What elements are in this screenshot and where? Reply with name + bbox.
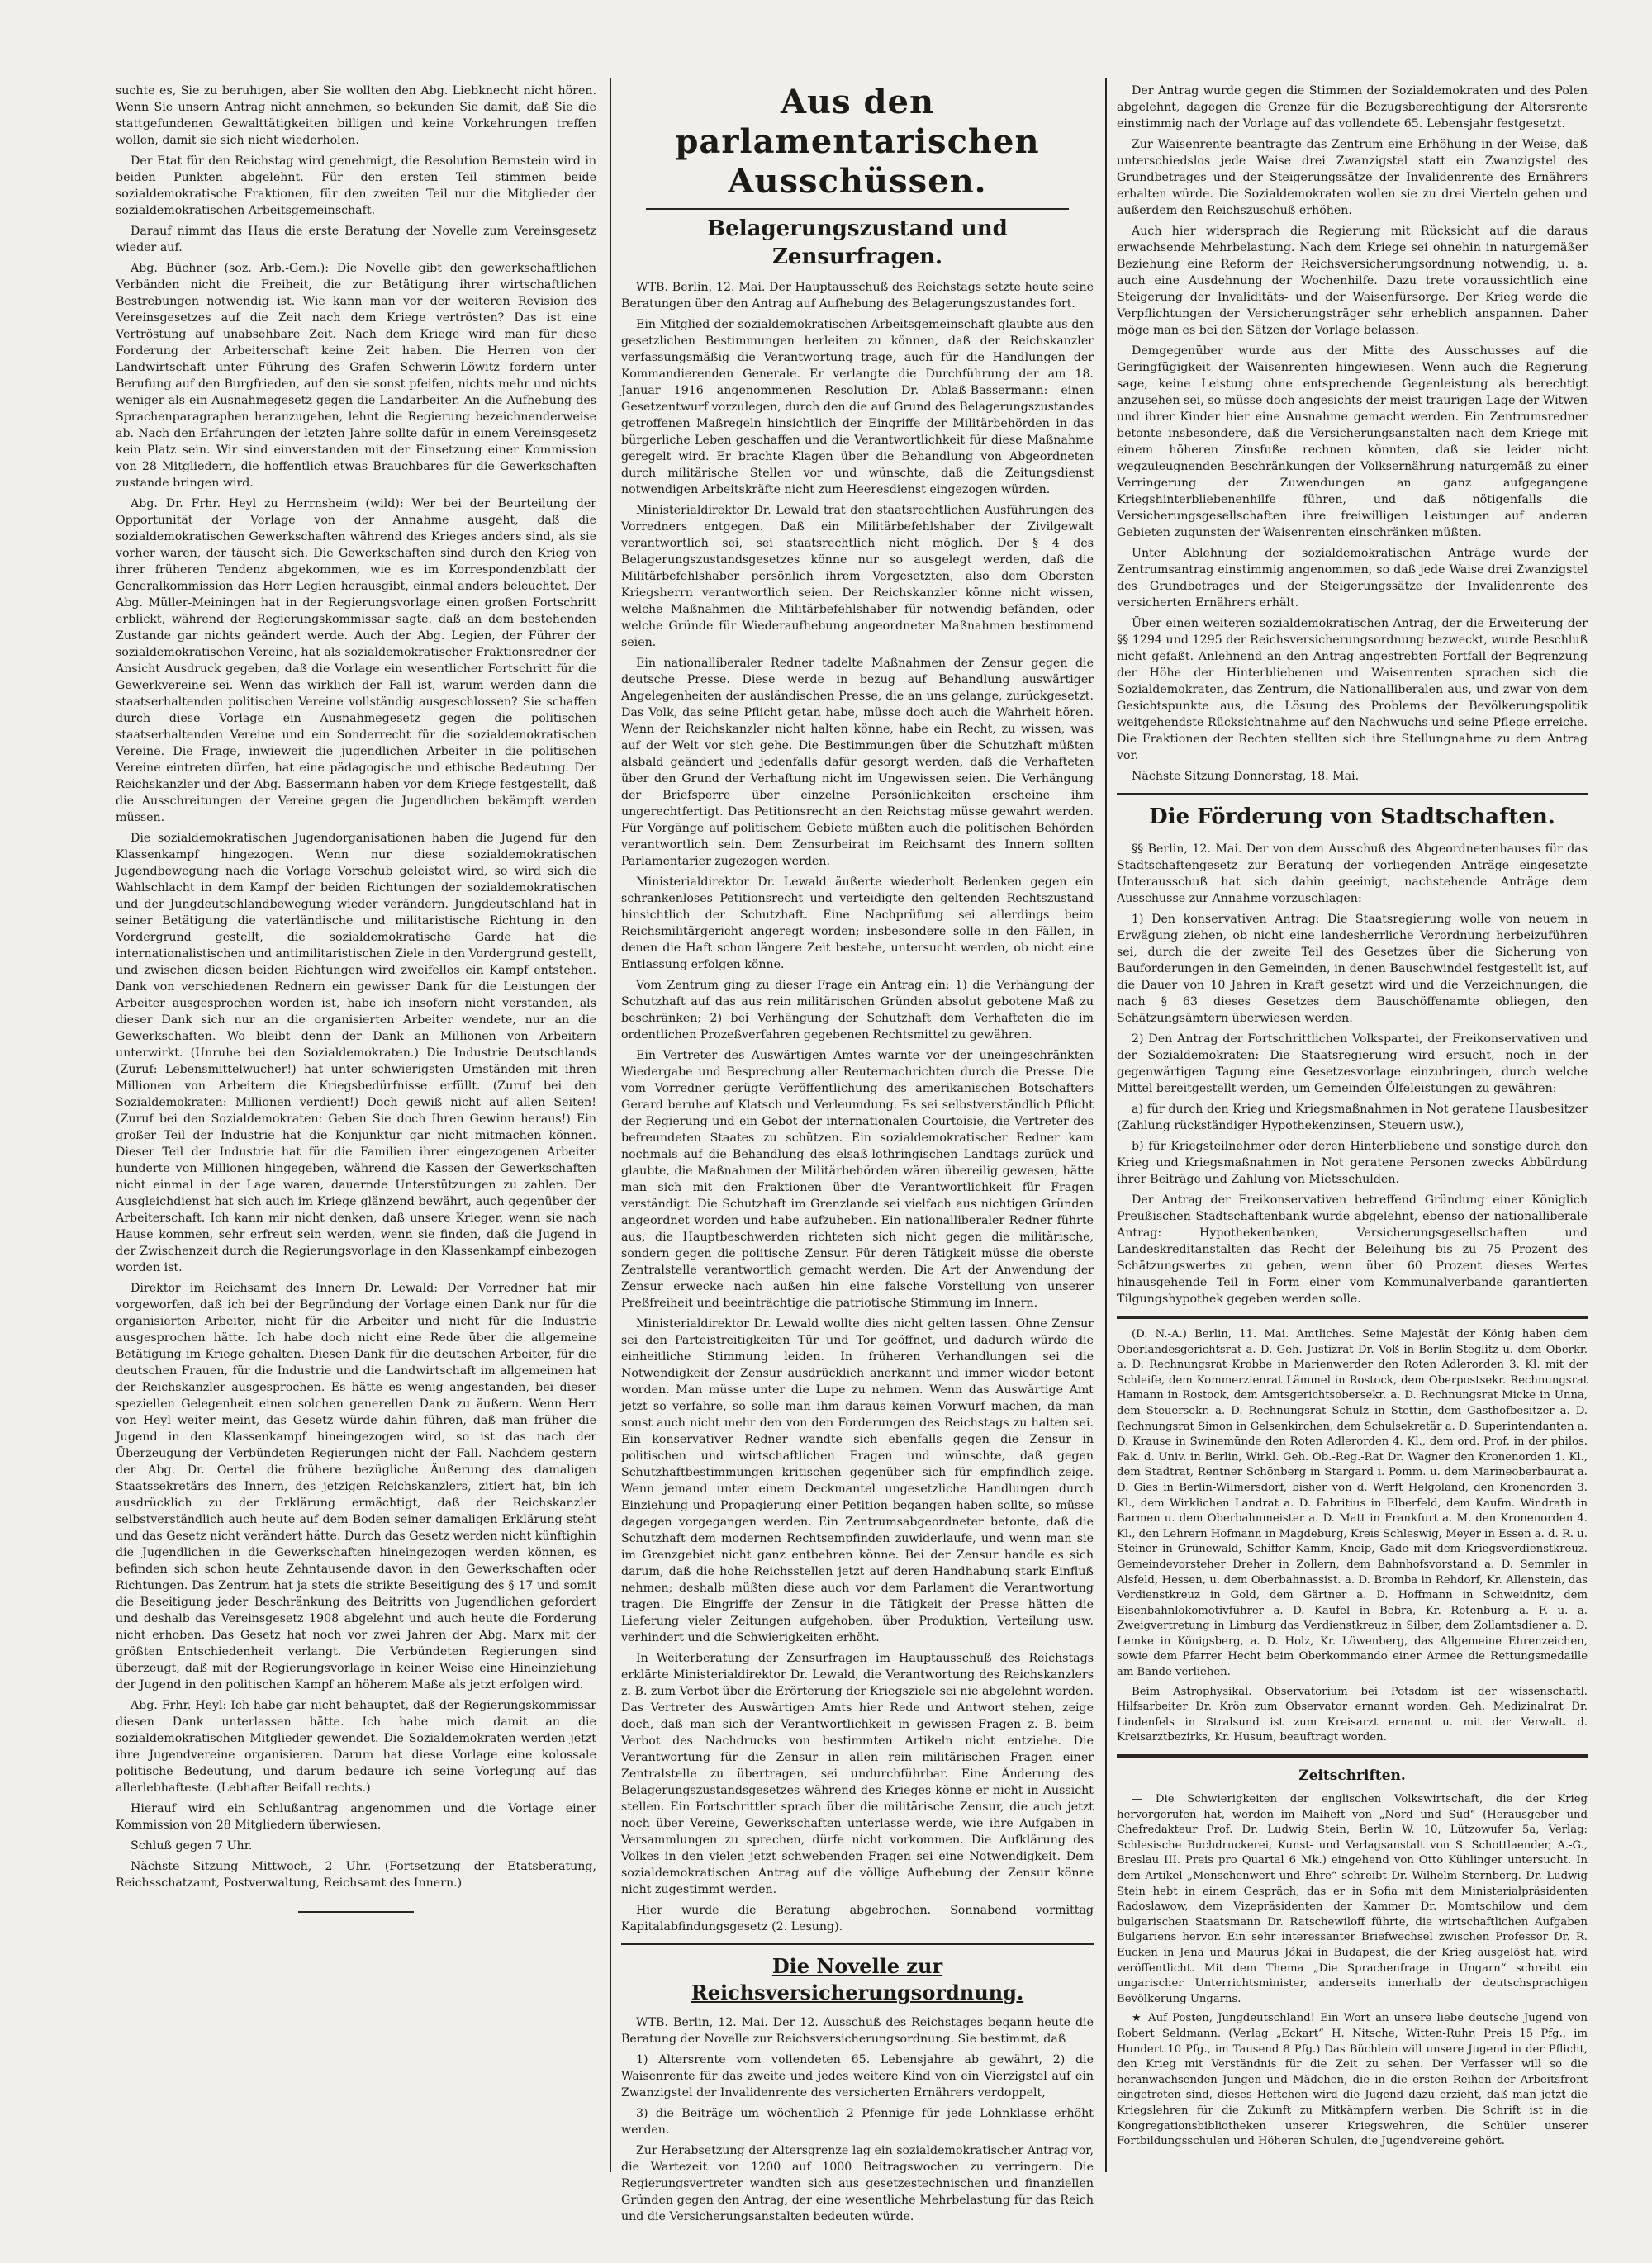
right-para-0: Der Antrag wurde gegen die Stimmen der Sozialdemokraten und des Polen abgelehnt, dagegen die Grenze für die Bezugsberechtigung der Altersrente einstimmig nach der Vorlage auf das vollendete 65. Lebensjahr festgesetzt. bbox=[1117, 84, 1588, 130]
mid2-para-2: 3) die Beiträge um wöchentlich 2 Pfennige für jede Lohnklasse erhöht werden. bbox=[621, 2107, 1094, 2137]
section-title-stadtschaften: Die Förderung von Stadtschaften. bbox=[1149, 804, 1555, 829]
mid-para-8: In Weiterberatung der Zensurfragen im Hauptausschuß des Reichstags erklärte Ministerialdirektor Dr. Lewald, die Verantwortung des Reichskanzlers z. B. zum Verbot über die Erörterung der Kriegsziele sei nie abgelehnt worden. Das Vertreter des Auswärtigen Amts hier Rede und Antwort stehen, zeige doch, daß man sich der Verantwortlichkeit in gewissen Fragen z. B. beim Verbot des Nachdrucks von bestimmten Artikeln nicht entziehe. Die Verantwortung für die Zensur in allen rein militärischen Fragen einer Zentralstelle zu übertragen, sei undurchführbar. Eine Änderung des Belagerungszustandsgesetzes während des Krieges könne er nicht in Aussicht stellen. Ein Fortschrittler sprach über die militärische Zensur, die auch jetzt noch über Vereine, Gewerkschaften unterlasse werde, wie ihre Aufgaben in Versammlungen zu sprechen, dürfe nicht vorkommen. Die Aufklärung des Volkes in den vielen jetzt schwebenden Fragen sei eine Notwendigkeit. Dem sozialdemokratischen Antrag auf die völlige Aufhebung der Zensur könne nicht zugestimmt werden. bbox=[621, 1652, 1094, 1896]
right2-para-4: b) für Kriegsteilnehmer oder deren Hinterbliebene und sonstige durch den Krieg und Kriegsmaßnahmen in Not geratene Personen zwecks Abbürdung ihrer Beiträge und Zahlung von Mietsschulden. bbox=[1117, 1140, 1588, 1186]
left-para-2: Darauf nimmt das Haus die erste Beratung der Novelle zum Vereinsgesetz wieder auf. bbox=[116, 225, 596, 254]
official-notice: (D. N.-A.) Berlin, 11. Mai. Amtliches. Seine Majestät der König haben dem Oberlandesgerichtsrat a. D. Geh. Justizrat Dr. Voß in Berlin-Steglitz u. dem Oberkr. a. D. Rechnungsrat Krobbe in Marienwerder den Roten Adlerorden 3. Kl. mit der Schleife, dem Kommerzienrat Lämmel in Rostock, dem Oberpostsekr. Rechnungsrat Hamann in Rostock, dem Amtsgerichtsobersekr. a. D. Rechnungsrat Micke in Unna, dem Steuersekr. a. D. Rechnungsrat Schulz in Stettin, dem Gasthofbesitzer a. D. Rechnungsrat Simon in Gelsenkirchen, dem Schulsekretär a. D. Superintendanten a. D. Krause in Swinemünde den Roten Adlerorden 4. Kl., dem ord. Prof. in der philos. Fak. d. Univ. in Berlin, Wirkl. Geh. Ob.-Reg.-Rat Dr. Wagner den Kronenorden 1. Kl., dem Stadtrat, Rentner Schönberg in Stargard i. Pomm. u. dem Marineoberbaurat a. D. Gies in Berlin-Wilmersdorf, bisher von d. Werft Helgoland, den Kronenorden 3. Kl., dem Wirklichen Landrat a. D. Fabritius in Elberfeld, dem Kaufm. Windrath in Barmen u. dem Oberbahnmeister a. D. Matt in Frankfurt a. M. den Kronenorden 4. Kl., den Lehrern Hofmann in Magdeburg, Kreis Schleswig, Meyer in Essen a. d. R. u. Steiner in Grünewald, Schiffer Kamm, Kneip, Gade mit dem Kriegsverdienstkreuz. Gemeindevorsteher Dreher in Zollern, dem Bahnhofsvorstand a. D. Semmler in Alsfeld, Hessen, u. dem Oberbahnassist. a. D. Bromba in Rehdorf, Kr. Allenstein, das Verdienstkreuz in Gold, dem Gärtner a. D. Hoffmann in Schweidnitz, dem Eisenbahnlokomotivführer a. D. Kaufel in Bebra, Kr. Rotenburg a. F. u. a. Zweigvertretung in Limburg das Verdienstkreuz in Silber, dem Zollamtsdiener a. D. Lemke in Königsberg, a. D. Holz, Kr. Löwenberg, das Allgemeine Ehrenzeichen, sowie dem Pfarrer Hecht beim Oberkommando einer Armee die Rettungsmedaille am Bande verliehen. bbox=[1117, 1328, 1588, 1679]
left-para-8: Hierauf wird ein Schlußantrag angenommen und die Vorlage einer Kommission von 28 Mitgliedern überwiesen. bbox=[116, 1802, 596, 1832]
notice-rule bbox=[1117, 1316, 1588, 1319]
zeit-para-0: — Die Schwierigkeiten der englischen Volkswirtschaft, die der Krieg hervorgerufen hat, werden im Maiheft von „Nord und Süd“ (Herausgeber und Chefredakteur Prof. Dr. Ludwig Stein, Berlin W. 10, Lützowufer 5a, Verlag: Schlesische Buchdruckerei, Kunst- und Verlagsanstalt von S. Schottlaender, A.-G., Breslau III. Preis pro Quartal 6 Mk.) eingehend von Otto Kühlinger untersucht. In dem Artikel „Menschenwert und Ehre“ schreibt Dr. Wilhelm Sternberg. Dr. Ludwig Stein hebt in einem Gespräch, das er in Sofia mit dem Ministerialpräsidenten Radoslawow, dem Vizepräsidenten der Kammer Dr. Momtschilow und dem bulgarischen Staatsmann Dr. Ratschewiloff führte, die wirtschaftlichen Aufgaben Bulgariens hervor. Ein sehr interessanter Briefwechsel zwischen Professor Dr. R. Eucken in Jena und Maurus Jókai in Budapest, die der Krieg ausgelöst hat, wird veröffentlicht. Mit dem Thema „Die Sprachenfrage in Ungarn“ schreibt ein ungarischer Unterrichtsminister, anderseits innerhalb der deutschsprachigen Bevölkerung Ungarns. bbox=[1117, 1793, 1588, 2005]
left-para-10: Nächste Sitzung Mittwoch, 2 Uhr. (Fortsetzung der Etatsberatung, Reichsschatzamt, Postverwaltung, Reichsamt des Innern.) bbox=[116, 1860, 596, 1890]
right-para-4: Unter Ablehnung der sozialdemokratischen Anträge wurde der Zentrumsantrag einstimmig angenommen, so daß jede Waise drei Zwanzigstel des Grundbetrages und der Steigerungssätze der Invalidenrente des versicherten Ernährers erhält. bbox=[1117, 547, 1588, 610]
mid-para-9: Hier wurde die Beratung abgebrochen. Sonnabend vormittag Kapitalabfindungsgesetz (2. Lesung). bbox=[621, 1904, 1094, 1933]
right-para-3: Demgegenüber wurde aus der Mitte des Ausschusses auf die Geringfügigkeit der Waisenrenten hingewiesen. Wenn auch die Regierung sage, keine Leistung ohne entsprechende Gegenleistung als berechtigt anzusehen sei, so müsse doch angesichts der meist traurigen Lage der Witwen und ihrer Kinder hier eine Ausnahme gemacht werden. Ein Zentrumsredner betonte insbesondere, daß die Versicherungsanstalten nach dem Kriege mit einem höheren Zinsfuße rechnen könnten, daß sie leider nicht wegzuleugnenden Beschränkungen der Volksernährung naturgemäß zu einer Verringerung der Zuwendungen an ganz aufgegangene Kriegshinterbliebenenhilfe führen, und daß nötigenfalls die Versicherungsgesellschaften ihre freiwilligen Leistungen auf anderen Gebieten zugunsten der Waisenrenten einschränken müßten. bbox=[1117, 344, 1588, 539]
left-column bbox=[116, 83, 596, 2197]
left-para-9: Schluß gegen 7 Uhr. bbox=[131, 1839, 253, 1853]
zeit-para-1: ★ Auf Posten, Jungdeutschland! Ein Wort an unsere liebe deutsche Jugend von Robert Seldmann. (Verlag „Eckart“ H. Nitsche, Witten-Ruhr. Preis 15 Pfg., im Hundert 10 Pfg., im Tausend 8 Pfg.) Das Büchlein will unsere Jugend in der Pflicht, den Krieg mit Verständnis für die Zeit zu sehen. Der Verfasser will so die heranwachsenden Jungen und Mädchen, die in die ersten Reihen der Arbeitsfront eingetreten sind, dieses Heftchen wird die Jugend dazu erzieht, daß man jetzt die Kriegslehren für die Zukunft zu Mitkämpfern werben. Die Schrift ist in die Kongregationsbibliotheken unserer Kriegswehren, die Schüler unserer Fortbildungsschulen und Höheren Schulen, die Jugendvereine gehört. bbox=[1117, 2012, 1588, 2148]
right2-para-2: 2) Den Antrag der Fortschrittlichen Volkspartei, der Freikonservativen und der Sozialdemokraten: Die Staatsregierung wird ersucht, noch in der gegenwärtigen Tagung eine Gesetzesvorlage einzubringen, durch welche Mittel bereitgestellt werden, um Gemeinden Ölfeleistungen zu gewähren: bbox=[1117, 1032, 1588, 1095]
right-para-2: Auch hier widersprach die Regierung mit Rücksicht auf die daraus erwachsende Mehrbelastung. Nach dem Kriege sei ohnehin in naturgemäßer Beziehung eine Reform der Reichsversicherungsordnung notwendig, u. a. auch eine Ausdehnung der Wochenhilfe. Dazu trete voraussichtlich eine Steigerung der Invaliditäts- und der Waisenfürsorge. Der Krieg werde die Verpflichtungen der Versicherungsträger sehr erheblich anspannen. Daher möge man es bei den Sätzen der Vorlage belassen. bbox=[1117, 225, 1588, 337]
mid-para-4: Ministerialdirektor Dr. Lewald äußerte wiederholt Bedenken gegen ein schrankenloses Petitionsrecht und verteidigte den geltenden Rechtszustand hinsichtlich der Schutzhaft. Eine Nachprüfung sei allerdings beim Reichsmilitärgericht angeregt worden; insbesondere solle in den Fällen, in denen die Haft schon längere Zeit bestehe, untersucht werden, ob nicht eine Entlassung erfolgen könne. bbox=[621, 875, 1094, 971]
right-para-6: Nächste Sitzung Donnerstag, 18. Mai. bbox=[1132, 770, 1360, 783]
mid-para-3: Ein nationalliberaler Redner tadelte Maßnahmen der Zensur gegen die deutsche Presse. Diese werde in bezug auf Behandlung auswärtiger Angelegenheiten der ausländischen Presse, die an uns gelange, zurückgesetzt. Das Volk, das seine Pflicht getan habe, müsse doch auch die Wahrheit hören. Wenn der Reichskanzler nicht halten könne, habe ein Recht, zu wissen, was auf der Welt vor sich gehe. Die Bestimmungen über die Schutzhaft müßten alsbald geändert und jedenfalls dafür gesorgt werden, daß die Verhafteten über den Grund der Verhaftung nicht im Ungewissen seien. Die Verhängung der Briefsperre über einzelne Persönlichkeiten erscheine ihm ungerechtfertigt. Das Petitionsrecht an den Reichstag müsse gewahrt werden. Für Vorgänge auf politischem Gebiete müßten auch die politischen Behörden verantwortlich sein. Dem Zensurbeirat im Reichsamt des Innern sollten Parlamentarier zugezogen werden. bbox=[621, 657, 1094, 868]
right-para-1: Zur Waisenrente beantragte das Zentrum eine Erhöhung in der Weise, daß unterschiedslos jede Waise drei Zwanzigstel statt ein Zwanzigstel des Grundbetrages und der Steigerungssätze der Invalidenrente des Ernährers erhalten würde. Die Sozialdemokraten wollen sie zu drei Vierteln gehen und außerdem den Reichszuschuß erhöhen. bbox=[1117, 138, 1588, 217]
left-para-5: Die sozialdemokratischen Jugendorganisationen haben die Jugend für den Klassenkampf hingezogen. Wenn nur diese sozialdemokratischen Jugendbewegung nach die Vorlage Vorschub geleistet wird, so wird sich die Wahlschlacht in dem Kampf der beiden Richtungen der sozialdemokratischen und der Jungdeutschlandbewegung wieder verändern. Jungdeutschland hat in seiner Betätigung die vaterländische und militaristische Richtung in den Vordergrund gestellt, die sozialdemokratische Garde hat die internationalistischen und antimilitaristischen Ziele in den Vordergrund gestellt, und zwischen diesen beiden Richtungen wird zweifellos ein Kampf entstehen. Dank von verschiedenen Rednern ein gewisser Dank für die Leistungen der Arbeiter ausgesprochen worden ist, habe ich insofern nicht verstanden, als dieser Dank sich nur an die organisierten Arbeiter wendete, nur an die Gewerkschaften. Wo bleibt denn der Dank an Millionen von Arbeitern unterwirkt. (Unruhe bei den Sozialdemokraten.) Die Industrie Deutschlands (Zuruf: Lebensmittelwucher!) hat unter schwierigsten Umständen mit ihren Millionen von Arbeitern die Kriegsbedürfnisse erfüllt. (Zuruf bei den Sozialdemokraten: Millionen verdient!) Doch gewiß nicht auf allen Seiten! (Zuruf bei den Sozialdemokraten: Geben Sie doch Ihren Gewinn heraus!) Ein großer Teil der Industrie hat die Konjunktur gar nicht mitmachen können. Dieser Teil der Industrie hat für die Familien ihrer eingezogenen Arbeiter hunderte von Millionen hingegeben, während die Kassen der Gewerkschaften nicht einmal in der Lage waren, dauernde Unterstützungen zu zahlen. Der Ausgleichdienst hat sich auch im Kriege glänzend bewährt, auch gegenüber der Arbeiterschaft. Ich kann mir nicht denken, daß unsere Krieger, wenn sie nach Hause kommen, sehr erfreut sein werden, wenn sie finden, daß die Jugend in der Zwischenzeit durch die Regierungsvorlage in den Klassenkampf einbezogen worden ist. bbox=[116, 832, 596, 1274]
section-title-ausschuesse: Aus den parlamentarischen Ausschüssen. bbox=[675, 83, 1040, 201]
mid-para-1: Ein Mitglied der sozialdemokratischen Arbeitsgemeinschaft glaubte aus den gesetzlichen Bestimmungen herleiten zu können, daß der Reichskanzler verfassungsmäßig die Verantwortung trage, auch für die Handlungen der Kommandierenden Generale. Er verlangte die Durchführung der am 18. Januar 1916 angenommenen Resolution Dr. Ablaß-Bassermann: einen Gesetzentwurf vorzulegen, durch den die auf Grund des Belagerungszustandes getroffenen Maßregeln hinsichtlich der Eingriffe der Militärbehörden in das bürgerliche Leben geschaffen und die Verantwortlichkeit für diese Maßnahme geregelt wird. Er brachte Klagen über die Behandlung von Abgeordneten durch militärische Stellen vor und wünschte, daß die Zeitungsdienst notwendigen Arbeitskräfte nicht zum Heeresdienst eingezogen würden. bbox=[621, 318, 1094, 496]
section-title-reichsversicherung: Die Novelle zur Reichsversicherungsordnung. bbox=[691, 1954, 1024, 2004]
left-para-7: Abg. Frhr. Heyl: Ich habe gar nicht behauptet, daß der Regierungskommissar diesen Dank unterlassen hätte. Ich habe mich damit an die sozialdemokratischen Mitglieder gewendet. Die Sozialdemokraten werden jetzt ihre Jugendvereine organisieren. Darum hat diese Vorlage eine kolossale politische Bedeutung, und darum bedaure ich seine Vorlegung auf das allerlebhafteste. (Lebhafter Beifall rechts.) bbox=[116, 1699, 596, 1795]
right2-para-3: a) für durch den Krieg und Kriegsmaßnahmen in Not geratene Hausbesitzer (Zahlung rückständiger Hypothekenzinsen, Steuern usw.), bbox=[1117, 1103, 1588, 1132]
mid-para-2: Ministerialdirektor Dr. Lewald trat den staatsrechtlichen Ausführungen des Vorredners entgegen. Daß ein Militärbefehlshaber der Zivilgewalt verantwortlich sei, sei staatsrechtlich nicht möglich. Der § 4 des Belagerungszustandsgesetzes könne nur so ausgelegt werden, daß die Militärbefehlshaber persönlich ihrem Vorgesetzten, also dem Obersten Kriegsherrn verantwortlich seien. Der Reichskanzler könne nicht wissen, welche Maßnahmen die Militärbefehlshaber für notwendig befänden, oder welche Gründe für Wiederaufhebung angeordneter Maßnahmen bestimmend seien. bbox=[621, 504, 1094, 649]
left-para-1: Der Etat für den Reichstag wird genehmigt, die Resolution Bernstein wird in beiden Punkten abgelehnt. Für den ersten Teil stimmen beide sozialdemokratische Fraktionen, für den zweiten Teil nur die Mitglieder der sozialdemokratischen Arbeitsgemeinschaft. bbox=[116, 154, 596, 217]
left-para-3: Abg. Büchner (soz. Arb.-Gem.): Die Novelle gibt den gewerkschaftlichen Verbänden nicht die Freiheit, die zur Betätigung ihrer wirtschaftlichen Bestrebungen notwendig ist. Wie kann man vor der weiteren Revision des Vereinsgesetzes auf die Zeit nach dem Kriege vertrösten? Das ist eine Vertröstung auf unabsehbare Zeit. Nach dem Kriege wird man für diese Forderung der Arbeiterschaft keine Zeit haben. Die Herren von der Landwirtschaft unter Führung des Grafen Schwerin-Löwitz fordern unter Berufung auf den Burgfrieden, auf den sie sonst pfeifen, nichts mehr und nichts weniger als ein Ausnahmegesetz gegen die Landarbeiter. An die Aufhebung des Sprachenparagraphen heranzugehen, lehnt die Regierung bezeichnenderweise ab. Nach den Erfahrungen der letzten Jahre sollte dafür in einem Vereinsgesetz kein Platz sein. Wir sind einverstanden mit der Einsetzung einer Kommission von 28 Mitgliedern, die hoffentlich etwas Brauchbares für die Gewerkschaften zustande bringen wird. bbox=[116, 262, 596, 490]
subtitle-belagerungszustand: Belagerungszustand und Zensurfragen. bbox=[707, 216, 1008, 269]
section-title-zeitschriften: Zeitschriften. bbox=[1298, 1767, 1406, 1785]
section-rule bbox=[621, 1943, 1094, 1945]
column-rule-left bbox=[610, 78, 611, 2172]
left-para-6: Direktor im Reichsamt des Innern Dr. Lewald: Der Vorredner hat mir vorgeworfen, daß ich bei der Begründung der Vorlage einen Dank nur für die organisierten Arbeiter, nicht für die Arbeiter und nicht für die Industrie ausgesprochen hätte. Ich habe doch nicht eine Rede über die allgemeine Betätigung im Kriege gehalten. Diesen Dank für die deutschen Arbeiter, für die deutschen Frauen, für die Industrie und die Landwirtschaft im allgemeinen hat der Reichskanzler ausgesprochen. Es hätte es wenig angestanden, bei dieser speziellen Gelegenheit einen solchen generellen Dank zu äußern. Wenn Herr von Heyl weiter meint, das Gesetz würde dahin führen, daß man früher die Jugend in den Klassenkampf hineingezogen wird, so ist das nach der Überzeugung der Verbündeten Regierungen nicht der Fall. Nachdem gestern der Abg. Dr. Oertel die frühere bezügliche Äußerung des damaligen Staatssekretärs des Innern, des jetzigen Reichskanzlers, zitiert hat, bin ich ausdrücklich zu der Erklärung ermächtigt, daß der Reichskanzler selbstverständlich auch heute auf dem Boden seiner damaligen Erklärung steht und das Gesetz nicht verändert hätte. Durch das Gesetz werden nicht künftighin die Jugendlichen in die Gewerkschaften hineingezogen werden können, es befinden sich schon heute Zehntausende davon in den Gewerkschaften oder Richtungen. Das Zentrum hat ja stets die strikte Beseitigung des § 17 und somit die Beseitigung jeder Beschränkung des Beitritts von Jugendlichen gefordert und deshalb das Vereinsgesetz 1908 abgelehnt und auch heute die Forderung nicht erhoben. Das Gesetz hat noch vor zwei Jahren der Abg. Marx mit der größten Entschiedenheit verlangt. Die Verbündeten Regierungen sind überzeugt, daß mit der Regierungsvorlage in keiner Weise eine Hineinziehung der Jugend in den politischen Kampf an höherem Maße als jetzt erfolgen wird. bbox=[116, 1282, 596, 1691]
end-rule bbox=[298, 1911, 414, 1913]
right2-para-1: 1) Den konservativen Antrag: Die Staatsregierung wolle von neuem in Erwägung ziehen, ob nicht eine landesherrliche Verordnung herbeizuführen sei, durch die der zweite Teil des Gesetzes über die Sicherung von Bauforderungen in den Gemeinden, in denen Bauschwindel festgestellt ist, auf die Dauer von 10 Jahren in Kraft gesetzt wird und die Verzeichnungen, die nach § 63 dieses Gesetzes dem Bauschöffenamte obliegen, den Schätzungsämtern überwiesen werden. bbox=[1117, 913, 1588, 1025]
mid-para-7: Ministerialdirektor Dr. Lewald wollte dies nicht gelten lassen. Ohne Zensur sei den Parteistreitigkeiten Tür und Tor geöffnet, und dadurch würde die einheitliche Stimmung leiden. In früheren Verhandlungen sei die Notwendigkeit der Zensur ausdrücklich anerkannt und immer wieder betont worden. Man müsse unter die Lupe zu nehmen. Wenn das Auswärtige Amt jetzt so verfahre, so solle man ihm daraus keinen Vorwurf machen, da man sonst auch nicht mehr den von den Forderungen des Reichstags zu halten sei. Ein konservativer Redner wandte sich ebenfalls gegen die Zensur in politischen und wirtschaftlichen Fragen und wünschte, daß gegen Schutzhaftbestimmungen kritischen gegenüber sich für empfindlich zeige. Wenn jemand unter einem Deckmantel ungesetzliche Handlungen durch Einziehung und Propagierung einer Petition begangen haben sollte, so müsse dagegen vorgegangen werden. Ein Zentrumsabgeordneter betonte, daß die Schutzhaft dem modernen Rechtsempfinden zuwiderlaufe, und wenn man sie im Grenzgebiet nicht ganz entbehren könne. Bei der Zensur handle es sich darum, daß die hohe Reichsstellen jetzt auf deren Handhabung stark Einfluß nehmen; deshalb müßten diese auch vor dem Parlament die Verantwortung tragen. Die Eingriffe der Zensur in die Tätigkeit der Presse hätten die Lieferung vieler Zeitungen aufgehoben, über Produktion, Verteilung usw. verhindert und die Schwierigkeiten erhöht. bbox=[621, 1317, 1094, 1644]
mid-para-0: WTB. Berlin, 12. Mai. Der Hauptausschuß des Reichstags setzte heute seine Beratungen über den Antrag auf Aufhebung des Belagerungszustandes fort. bbox=[621, 281, 1094, 311]
right-para-5: Über einen weiteren sozialdemokratischen Antrag, der die Erweiterung der §§ 1294 und 1295 der Reichsversicherungsordnung bezweckt, wurde Beschluß nicht gefaßt. Anlehnend an den Antrag angestrebten Fortfall der Begrenzung der Höhe der Hinterbliebenen und Waisenrenten sprachen sich die Sozialdemokraten, das Zentrum, die Nationalliberalen aus, und zwar von dem Gesichtspunkte aus, die Lösung des Problems der Bevölkerungspolitik weitgehendste Rücksichtnahme auf den Nachwuchs und seine Pflege erreiche. Die Fraktionen der Rechten stellten sich ihre Stellungnahme zu dem Antrag vor. bbox=[1117, 617, 1588, 762]
mid2-para-1: 1) Altersrente vom vollendeten 65. Lebensjahre ab gewährt, 2) die Waisenrente für das zweite und jedes weitere Kind von ein Vierzigstel auf ein Zwanzigstel der Invalidenrente des versicherten Ernährers verdoppelt, bbox=[621, 2053, 1094, 2099]
mid-para-5: Vom Zentrum ging zu dieser Frage ein Antrag ein: 1) die Verhängung der Schutzhaft auf das aus rein militärischen Gründen absolut gebotene Maß zu beschränken; 2) bei Verhängung der Schutzhaft dem Verhafteten die im ordentlichen Prozeßverfahren gegebenen Rechtsmittel zu gewähren. bbox=[621, 979, 1094, 1041]
title-rule bbox=[646, 208, 1069, 210]
stadtschaften-rule bbox=[1117, 793, 1588, 795]
mid2-para-0: WTB. Berlin, 12. Mai. Der 12. Ausschuß des Reichstages begann heute die Beratung der Novelle zur Reichsversicherungsordnung. Sie bestimmt, daß bbox=[621, 2016, 1094, 2046]
left-para-0: suchte es, Sie zu beruhigen, aber Sie wollten den Abg. Liebknecht nicht hören. Wenn Sie unsern Antrag nicht annehmen, so bekunden Sie damit, daß Sie die stattgefundenen Gewalttätigkeiten billigen und keine Vorkehrungen treffen wollen, damit sie sich nicht wiederholen. bbox=[116, 84, 596, 147]
left-para-4: Abg. Dr. Frhr. Heyl zu Herrnsheim (wild): Wer bei der Beurteilung der Opportunität der Vorlage von der Annahme ausgeht, daß die sozialdemokratischen Gewerkschaften während des Krieges anders sind, als sie vorher waren, der täuscht sich. Die Gewerkschaften sind durch den Krieg von ihrer früheren Tendenz abgekommen, wie es im Korrespondenzblatt der Generalkommission das Herr Legien herausgibt, einmal anders beleuchtet. Der Abg. Müller-Meiningen hat in der Regierungsvorlage einen großen Fortschritt erblickt, während der Regierungskommissar sagte, daß an dem bestehenden Zustande gar nichts geändert werde. Auch der Abg. Legien, der Führer der sozialdemokratischen Vereine, hat als sozialdemokratischer Fraktionsredner der Ansicht Ausdruck gegeben, daß die Vorlage ein wesentlicher Fortschritt für die Gewerkvereine sei. Wenn das wirklich der Fall ist, warum werden dann die staatserhaltenden politischen Vereine vollständig ausgeschlossen? Sie schaffen durch diese Vorlage ein Ausnahmegesetz gegen die politischen staatserhaltenden Vereine und ein Sonderrecht für die sozialdemokratischen Vereine. Die Frage, inwieweit die jugendlichen Arbeiter in die politischen Vereine eintreten dürfen, hat eine pädagogische und ethische Bedeutung. Der Reichskanzler und der Abg. Bassermann haben vor dem Kriege festgestellt, daß die Ausschreitungen der Vereine gegen die Jugendlichen bekämpft werden müssen. bbox=[116, 497, 596, 824]
right2-para-0: §§ Berlin, 12. Mai. Der von dem Ausschuß des Abgeordnetenhauses für das Stadtschaftengesetz zur Beratung der vorliegenden Anträge eingesetzte Unterausschuß hat sich dahin geeinigt, nachstehende Anträge dem Ausschusse zur Annahme vorzuschlagen: bbox=[1117, 842, 1588, 905]
official-notice-2: Beim Astrophysikal. Observatorium bei Potsdam ist der wissenschaftl. Hilfsarbeiter Dr. Krön zum Observator ernannt worden. Geh. Medizinalrat Dr. Lindenfels in Stralsund ist zum Kreisarzt ernannt u. mit der Verwalt. d. Kreisarztbezirks, Kr. Husum, beauftragt worden. bbox=[1117, 1685, 1588, 1744]
middle-column bbox=[621, 83, 1094, 2223]
mid-para-6: Ein Vertreter des Auswärtigen Amtes warnte vor der uneingeschränkten Wiedergabe und Besprechung aller Reuternachrichten durch die Presse. Die vom Vorredner gerügte Veröffentlichung des amerikanischen Botschafters Gerard beruhe auf Klatsch und Verleumdung. Es sei selbstverständlich Pflicht der Regierung und ein Gebot der internationalen Courtoisie, die Vertreter des befreundeten Staates zu schützen. Ein sozialdemokratischer Redner kam nochmals auf die Behandlung des elsaß-lothringischen Landtags zurück und glaubte, die Maßnahmen der Militärbehörden wären übereilig gewesen, hätte man sich mit den Fraktionen über die Verantwortlichkeit für Fragen verständigt. Die Schutzhaft im Grenzlande sei vielfach aus nichtigen Gründen angeordnet worden und habe aufzuheben. Ein nationalliberaler Redner führte aus, die Hauptbeschwerden richteten sich nicht gegen die militärische, sondern gegen die politische Zensur. Für deren Tätigkeit müsse die oberste Zentralstelle verantwortlich gemacht werden. Die Art der Anwendung der Zensur erwecke nach außen hin eine falsche Vorstellung von unserer Preßfreiheit und beeinträchtige die patriotische Stimmung im Innern. bbox=[621, 1049, 1094, 1310]
column-rule-right bbox=[1105, 78, 1107, 2172]
mid2-para-3: Zur Herabsetzung der Altersgrenze lag ein sozialdemokratischer Antrag vor, die Wartezeit von 1200 auf 1000 Beitragswochen zu verringern. Die Regierungsvertreter wandten sich aus gesetzestechnischen und finanziellen Gründen gegen den Antrag, der eine wesentliche Mehrbelastung für das Reich und die Versicherungsanstalten bedeuten würde. bbox=[621, 2144, 1094, 2223]
zeitschriften-rule bbox=[1117, 1754, 1588, 1758]
right2-para-5: Der Antrag der Freikonservativen betreffend Gründung einer Königlich Preußischen Stadtschaftenbank wurde abgelehnt, ebenso der nationalliberale Antrag: Hypothekenbanken, Versicherungsgesellschaften und Landeskreditanstalten das Recht der Beleihung bis zu 75 Prozent des Schätzungswertes zu geben, wenn über 60 Prozent dieses Wertes hinausgehende Teil in Form einer vom Kommunalverbande garantierten Tilgungshypothek gegeben werden solle. bbox=[1117, 1193, 1588, 1306]
right-column bbox=[1117, 83, 1588, 2197]
